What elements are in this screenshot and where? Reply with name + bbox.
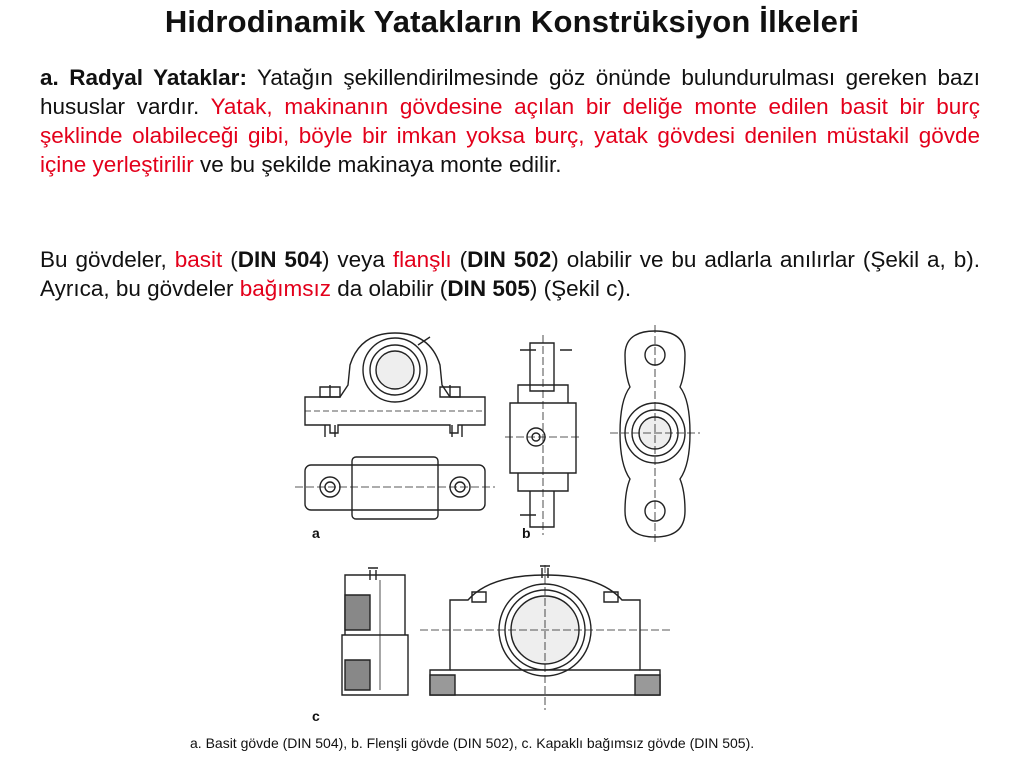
din-504: DIN 504: [237, 247, 322, 272]
drawing-c-front: [420, 565, 670, 710]
term-bagimsiz: bağımsız: [239, 276, 331, 301]
figure-label-a: a: [312, 525, 320, 541]
paragraph-text: ve bu şekilde makinaya monte edilir.: [193, 152, 562, 177]
figure-caption: a. Basit gövde (DIN 504), b. Flenşli gövde (DIN 502), c. Kapaklı bağımsız gövde (DIN 505).: [190, 735, 755, 751]
paragraph-text: ) olabilir ve bu adlarla anılırlar (Şekil a, b). Ayrıca, bu gövdeler: [40, 247, 980, 301]
figure-label-b: b: [522, 525, 531, 541]
slide-title: Hidrodinamik Yatakların Konstrüksiyon İlkeleri: [164, 4, 860, 39]
paragraph-text: Bu gövdeler,: [40, 247, 175, 272]
paragraph-lead: a. Radyal Yataklar:: [40, 65, 247, 90]
paragraph-text: (: [451, 247, 468, 272]
paragraph-text: ) (Şekil c).: [529, 276, 632, 301]
drawing-b-front: [610, 325, 700, 543]
paragraph-text: da olabilir (: [331, 276, 448, 301]
drawing-a-front: [305, 333, 485, 437]
paragraph-text: Yatağın şekillendirilmesinde göz önünde bulundurulması gereken bazı hususlar vardır.: [40, 65, 980, 119]
drawing-b-side: [505, 335, 580, 535]
paragraph-housing-types: [40, 245, 980, 303]
figure-c: [290, 550, 700, 730]
paragraph-radial-bearings: [40, 63, 980, 179]
figure-label-c: c: [312, 708, 320, 724]
paragraph-text: (: [222, 247, 238, 272]
highlighted-text: Yatak, makinanın gövdesine açılan bir deliğe monte edilen basit bir burç şeklinde olabileceği gibi, böyle bir imkan yoksa burç, yatak gövdesi denilen müstakil gövde içine yerleştirilir: [40, 94, 980, 177]
bearing-drawing-c: [290, 550, 700, 730]
figure-ab: [290, 325, 710, 545]
drawing-a-top: [295, 457, 495, 519]
bearing-drawings-ab: [290, 325, 710, 545]
din-505: DIN 505: [447, 276, 530, 301]
drawing-c-side: [342, 568, 408, 695]
term-flansli: flanşlı: [392, 247, 452, 272]
paragraph-text: ) veya: [321, 247, 393, 272]
term-basit: basit: [174, 247, 223, 272]
din-502: DIN 502: [467, 247, 552, 272]
